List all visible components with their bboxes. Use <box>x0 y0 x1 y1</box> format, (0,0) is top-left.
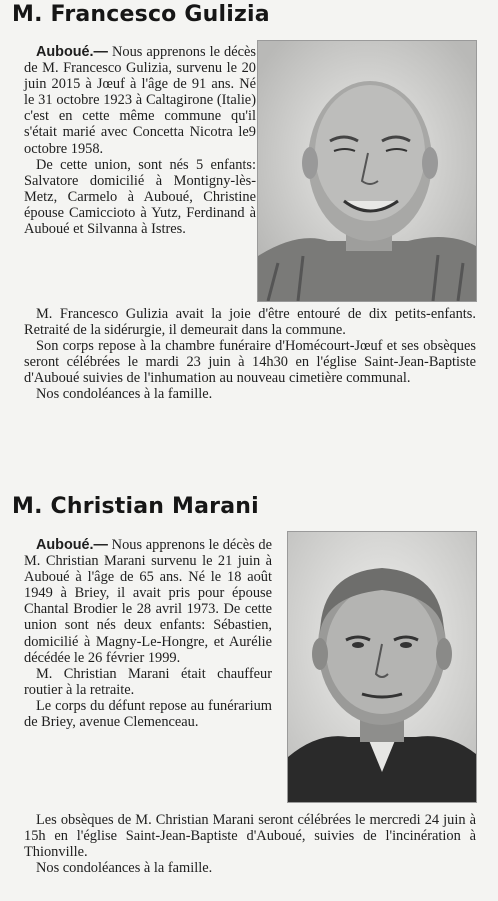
article-body-christian-marani <box>24 537 272 730</box>
headline-christian-marani: M. Christian Marani <box>12 494 259 519</box>
dateline-auboue: Auboué.— <box>36 537 108 553</box>
paragraph: Son corps repose à la chambre funéraire d'Homécourt-Jœuf et ses obsèques seront célébrées le mardi 23 juin à 14h30 en l'église Saint-Jean-Baptiste d'Auboué suivies de l'inhumation au nouveau cimetière communal. <box>24 338 476 387</box>
paragraph: De cette union, sont nés 5 enfants: Salvatore domicilié à Montigny-lès-Metz, Carmelo à Auboué, Christine épouse Camiccioto à Yutz, Ferdinand à Auboué et Silvanna à Istres. <box>24 156 256 238</box>
dateline-auboue: Auboué.— <box>36 44 108 60</box>
paragraph: M. Francesco Gulizia avait la joie d'être entouré de dix petits-enfants. Retraité de la sidérurgie, il demeurait dans la commune. <box>24 306 476 339</box>
paragraph: Le corps du défunt repose au funérarium de Briey, avenue Clemenceau. <box>24 697 272 731</box>
paragraph-text: Nous apprenons le décès de M. Christian Marani survenu le 21 juin à Auboué à l'âge de 65 ans. Né le 18 août 1949 à Briey, il avait pris pour épouse Chantal Brodier le 28 avril 1973. De cette union sont nés deux enfants: Sébastien, domicilié à Magny-Le-Hongre, et Aurélie décédée le 26 février 1999. <box>24 537 272 666</box>
portrait-photo-francesco-gulizia <box>257 40 477 302</box>
paragraph: Nos condoléances à la famille. <box>36 860 213 877</box>
article-body-francesco-gulizia <box>24 44 256 237</box>
paragraph <box>24 537 272 666</box>
article-body-francesco-gulizia-wide <box>24 306 476 403</box>
paragraph-text: Nous apprenons le décès de M. Francesco Gulizia, survenu le 20 juin 2015 à Jœuf à l'âge de 91 ans. Né le 31 octobre 1923 à Caltagirone (Italie) c'est en cette même commune qu'il s'était marié avec Concetta Nicotra le9 octobre 1958. <box>24 44 256 157</box>
paragraph: Les obsèques de M. Christian Marani seront célébrées le mercredi 24 juin à 15h en l'église Saint-Jean-Baptiste d'Auboué, suivies de l'incinération à Thionville. <box>24 812 476 861</box>
paragraph: M. Christian Marani était chauffeur routier à la retraite. <box>24 665 272 698</box>
portrait-photo-christian-marani <box>287 531 477 803</box>
article-body-christian-marani-wide <box>24 812 476 876</box>
paragraph: Nos condoléances à la famille. <box>36 386 213 403</box>
headline-francesco-gulizia: M. Francesco Gulizia <box>12 2 270 27</box>
paragraph <box>24 44 256 157</box>
